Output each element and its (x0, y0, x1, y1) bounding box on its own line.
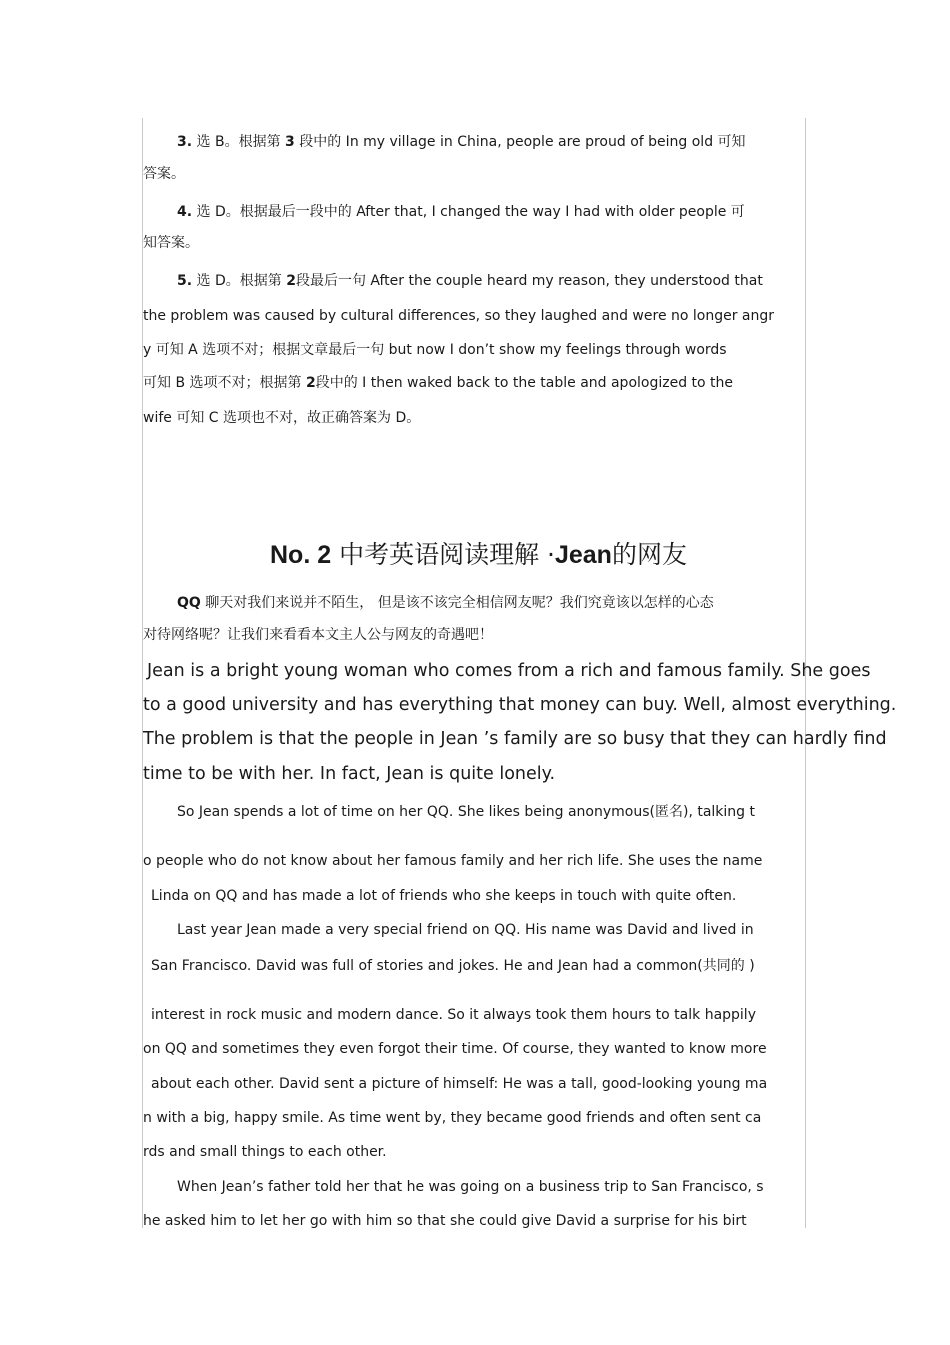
paragraph-4-line-2: he asked him to let her go with him so that she could give David a surprise for his birt (143, 1213, 747, 1229)
answer-5-line-1 (177, 272, 763, 290)
paragraph-number: 2 (305, 375, 316, 391)
paragraph-3-line-1: Last year Jean made a very special friend on QQ. His name was David and lived in (177, 922, 754, 938)
intro-line-1 (177, 594, 714, 612)
answer-text: 段最后一句 After the couple heard my reason, they understood that (295, 273, 763, 289)
answer-5-line-4 (143, 374, 733, 392)
answer-text: 可知 B 选项不对；根据第 (143, 375, 302, 391)
title-chinese: 中考英语阅读理解 · (331, 540, 555, 569)
answer-text: 选 D。根据最后一段中的 After that, I changed the way I had with older people 可 (196, 204, 745, 220)
qq-label: QQ (177, 595, 201, 611)
answer-text: 选 D。根据第 (196, 273, 282, 289)
answer-number: 4. (177, 204, 193, 220)
paragraph-3-line-5: about each other. David sent a picture of himself: He was a tall, good-looking young ma (151, 1076, 768, 1092)
paragraph-number: 3 (285, 134, 295, 150)
title-tail: 的网友 (611, 540, 687, 569)
answer-text: 段中的 In my village in China, people are proud of being old 可知 (299, 134, 746, 150)
answer-3-line-2: 答案。 (143, 166, 185, 182)
intro-line-2: 对待网络呢？让我们来看看本文主人公与网友的奇遇吧！ (143, 627, 493, 643)
answer-5-line-3: y 可知 A 选项不对；根据文章最后一句 but now I don’t show my feelings through words (143, 342, 727, 358)
intro-text: 聊天对我们来说并不陌生， 但是该不该完全相信网友呢？我们究竟该以怎样的心态 (200, 595, 714, 611)
paragraph-1-line-1: Jean is a bright young woman who comes from a rich and famous family. She goes (147, 661, 871, 681)
answer-4-line-1 (177, 203, 745, 221)
paragraph-4-line-1: When Jean’s father told her that he was going on a business trip to San Francisco, s (177, 1179, 764, 1195)
paragraph-1-line-2: to a good university and has everything that money can buy. Well, almost everything. (143, 695, 897, 715)
paragraph-3-line-2: San Francisco. David was full of stories and jokes. He and Jean had a common(共同的 ) (151, 958, 755, 974)
answer-4-line-2: 知答案。 (143, 235, 199, 251)
paragraph-3-line-3: interest in rock music and modern dance. So it always took them hours to talk happily (151, 1007, 756, 1023)
title-number: No. 2 (270, 541, 332, 569)
answer-5-line-5: wife 可知 C 选项也不对，故正确答案为 D。 (143, 410, 421, 426)
paragraph-2-line-3: Linda on QQ and has made a lot of friends who she keeps in touch with quite often. (151, 888, 737, 904)
answer-number: 5. (177, 273, 193, 289)
answer-5-line-2: the problem was caused by cultural differences, so they laughed and were no longer angr (143, 308, 775, 324)
paragraph-1-line-4: time to be with her. In fact, Jean is quite lonely. (143, 764, 556, 784)
article-title (270, 538, 687, 572)
page-frame-left (142, 118, 143, 1228)
answer-number: 3. (177, 134, 193, 150)
title-name: Jean (554, 541, 612, 569)
answer-text: 段中的 I then waked back to the table and apologized to the (315, 375, 734, 391)
paragraph-3-line-4: on QQ and sometimes they even forgot their time. Of course, they wanted to know more (143, 1041, 767, 1057)
paragraph-3-line-6: n with a big, happy smile. As time went by, they became good friends and often sent ca (143, 1110, 762, 1126)
answer-3-line-1 (177, 133, 746, 151)
paragraph-2-line-1: So Jean spends a lot of time on her QQ. She likes being anonymous(匿名), talking t (177, 804, 756, 820)
paragraph-2-line-2: o people who do not know about her famous family and her rich life. She uses the name (143, 853, 763, 869)
paragraph-1-line-3: The problem is that the people in Jean ’s family are so busy that they can hardly find (143, 729, 887, 749)
paragraph-3-line-7: rds and small things to each other. (143, 1144, 387, 1160)
paragraph-number: 2 (286, 273, 296, 289)
answer-text: 选 B。根据第 (196, 134, 281, 150)
